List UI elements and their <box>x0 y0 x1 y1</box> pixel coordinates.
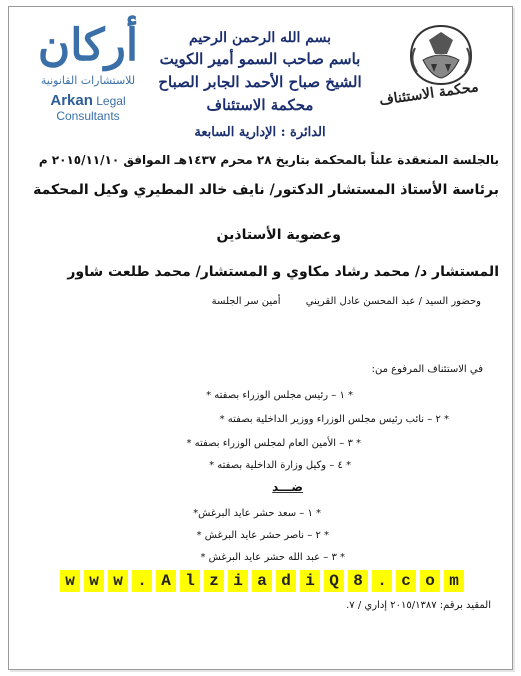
arkan-logo-brand: Arkan <box>50 92 93 109</box>
watermark-char: . <box>132 570 152 592</box>
arkan-logo-subtitle-en <box>22 92 154 123</box>
watermark-char: l <box>180 570 200 592</box>
court-emblem-label: محكمة الاستئناف <box>378 79 480 109</box>
counsellors-line: المستشار د/ محمد رشاد مكاوي و المستشار/ محمد طلعت شاور <box>67 264 499 280</box>
basmala: بسم الله الرحمن الرحيم <box>189 30 331 46</box>
watermark-char: m <box>444 570 464 592</box>
watermark-char: w <box>84 570 104 592</box>
appellant-item: * ٤ – وكيل وزارة الداخلية بصفته * <box>209 460 351 471</box>
watermark-char: o <box>420 570 440 592</box>
arkan-logo-main-text: أركان <box>37 20 139 71</box>
against-heading: ضـــد <box>272 480 303 494</box>
arkan-logo <box>22 20 154 128</box>
attendance-text: وحضور السيد / عبد المحسن عادل القريني <box>305 296 481 307</box>
watermark-char: i <box>228 570 248 592</box>
attendance-role: أمين سر الجلسة <box>211 296 281 307</box>
members-heading: وعضوية الأستاذين <box>216 227 341 243</box>
watermark-char: 8 <box>348 570 368 592</box>
watermark-char: Q <box>324 570 344 592</box>
session-line: بالجلسة المنعقدة علناً بالمحكمة بتاريخ ٢٨ محرم ١٤٣٧هـ الموافق ٢٠١٥/١١/١٠ م <box>38 153 499 167</box>
respondent-item: * ٣ – عبد الله حشر عايد البرغش * <box>200 552 345 563</box>
emir-name: الشيخ صباح الأحمد الجابر الصباح <box>158 73 362 91</box>
appellant-item: * ٢ – نائب رئيس مجلس الوزراء ووزير الداخلية بصفته * <box>219 414 449 425</box>
arkan-logo-tagline: Legal Consultants <box>56 94 126 123</box>
watermark-char: w <box>108 570 128 592</box>
watermark-link[interactable] <box>60 570 468 596</box>
presiding-judge-line: برئاسة الأستاذ المستشار الدكتور/ نايف خالد المطيري وكيل المحكمة <box>33 182 499 198</box>
watermark-char: A <box>156 570 176 592</box>
watermark-char: d <box>276 570 296 592</box>
watermark-char: c <box>396 570 416 592</box>
watermark-char: z <box>204 570 224 592</box>
arkan-logo-subtitle-ar: للاستشارات القانونية <box>40 74 136 87</box>
watermark-char: a <box>252 570 272 592</box>
respondent-item: * ١ – سعد حشر عايد البرغش* <box>193 508 321 519</box>
court-name: محكمة الاستئناف <box>206 96 314 114</box>
attendance-line <box>31 296 481 307</box>
watermark-char: i <box>300 570 320 592</box>
case-number-footer: المقيد برقم: ٢٠١٥/١٣٨٧ إداري / ٧. <box>346 600 491 611</box>
watermark-char: w <box>60 570 80 592</box>
respondent-item: * ٢ – ناصر حشر عايد البرغش * <box>196 530 329 541</box>
watermark-char: . <box>372 570 392 592</box>
appellant-item: * ٣ – الأمين العام لمجلس الوزراء بصفته * <box>186 438 361 449</box>
in-name-of-emir: باسم صاحب السمو أمير الكويت <box>159 50 361 68</box>
circuit-name: الدائرة : الإدارية السابعة <box>194 125 326 140</box>
appellant-item: * ١ – رئيس مجلس الوزراء بصفته * <box>206 390 353 401</box>
appeal-from-heading: في الاستئناف المرفوع من: <box>371 364 483 375</box>
